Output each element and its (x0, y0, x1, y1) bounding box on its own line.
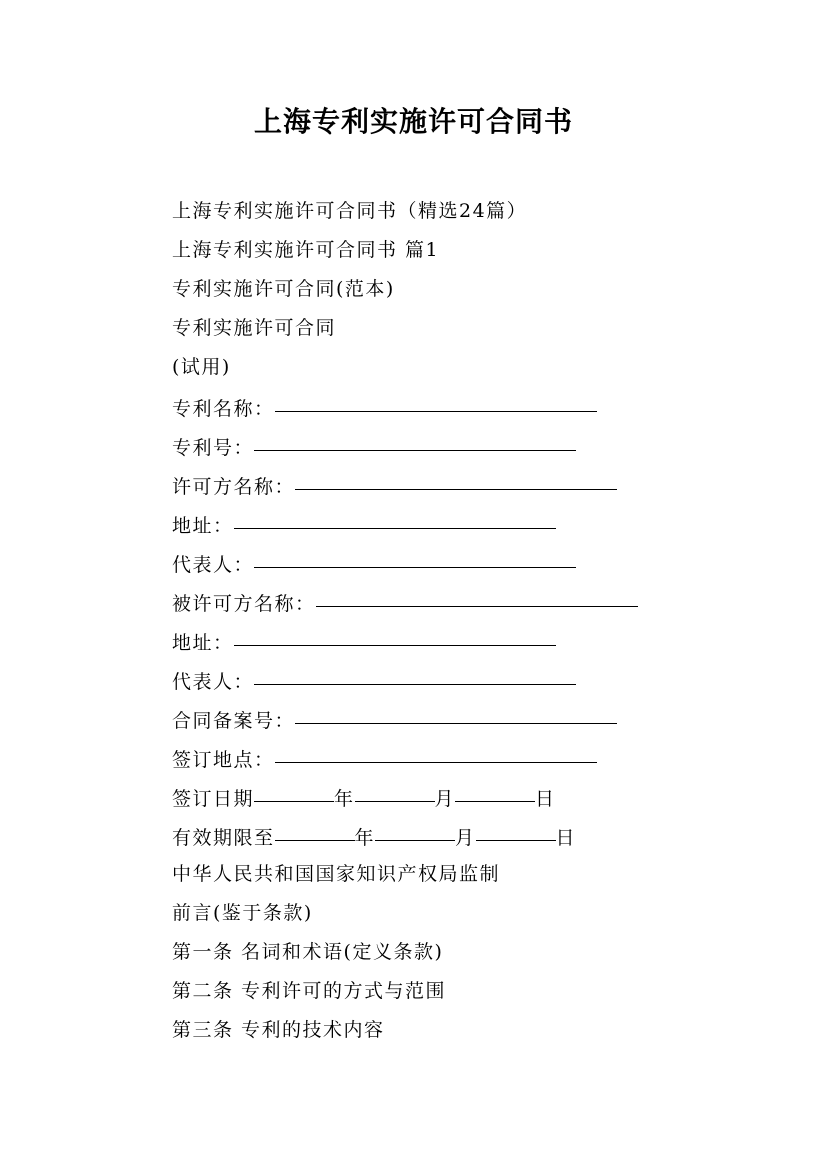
contract-heading: 上海专利实施许可合同书（精选24篇） (172, 200, 528, 222)
signing-day-blank (455, 777, 535, 802)
licensor-name-row (172, 465, 732, 504)
patent-number-row (172, 426, 732, 465)
signing-place-row (172, 738, 732, 777)
signing-place-label: 签订地点： (172, 749, 275, 771)
month-label: 月 (455, 827, 476, 849)
signing-month-blank (355, 777, 435, 802)
patent-name-blank (275, 387, 597, 412)
contract-template-label: 专利实施许可合同(范本) (172, 278, 395, 300)
preface-heading: 前言(鉴于条款) (172, 902, 313, 924)
licensee-name-blank (316, 582, 638, 607)
signing-year-blank (254, 777, 334, 802)
filing-number-blank (295, 699, 617, 724)
patent-number-label: 专利号： (172, 437, 255, 459)
licensee-address-blank (234, 621, 556, 646)
supervision-note: 中华人民共和国国家知识产权局监制 (172, 863, 501, 885)
licensee-name-label: 被许可方名称： (172, 593, 316, 615)
patent-number-blank (254, 426, 576, 451)
valid-year-blank (275, 816, 355, 841)
patent-name-row (172, 387, 732, 426)
licensee-representative-blank (254, 660, 576, 685)
signing-date-label: 签订日期 (172, 788, 255, 810)
licensor-address-label: 地址： (172, 515, 234, 537)
patent-name-label: 专利名称： (172, 398, 275, 420)
valid-month-blank (375, 816, 455, 841)
year-label: 年 (354, 827, 376, 849)
valid-until-label: 有效期限至 (172, 827, 275, 849)
signing-place-blank (275, 738, 597, 763)
valid-until-row (172, 816, 732, 855)
valid-day-blank (476, 816, 556, 841)
section-heading: 上海专利实施许可合同书 篇1 (172, 239, 440, 261)
licensee-name-row (172, 582, 732, 621)
article-2-heading: 第二条 专利许可的方式与范围 (172, 980, 447, 1002)
article-3-heading: 第三条 专利的技术内容 (172, 1019, 385, 1041)
licensor-name-blank (295, 465, 617, 490)
licensor-representative-row (172, 543, 732, 582)
month-label: 月 (434, 788, 456, 810)
licensor-name-label: 许可方名称： (172, 476, 296, 498)
contract-name: 专利实施许可合同 (172, 317, 337, 339)
licensor-representative-label: 代表人： (172, 554, 255, 576)
article-1-heading: 第一条 名词和术语(定义条款) (172, 941, 444, 963)
trial-note: (试用) (172, 356, 231, 378)
signing-date-row (172, 777, 732, 816)
licensee-representative-row (172, 660, 732, 699)
filing-number-label: 合同备案号： (172, 710, 296, 732)
licensee-representative-label: 代表人： (172, 671, 255, 693)
day-label: 日 (535, 788, 556, 810)
licensee-address-row (172, 621, 732, 660)
day-label: 日 (555, 827, 577, 849)
licensee-address-label: 地址： (172, 632, 234, 654)
licensor-representative-blank (254, 543, 576, 568)
year-label: 年 (334, 788, 355, 810)
document-title: 上海专利实施许可合同书 (253, 105, 573, 138)
filing-number-row (172, 699, 732, 738)
licensor-address-row (172, 504, 732, 543)
licensor-address-blank (234, 504, 556, 529)
document-body (172, 192, 732, 1050)
